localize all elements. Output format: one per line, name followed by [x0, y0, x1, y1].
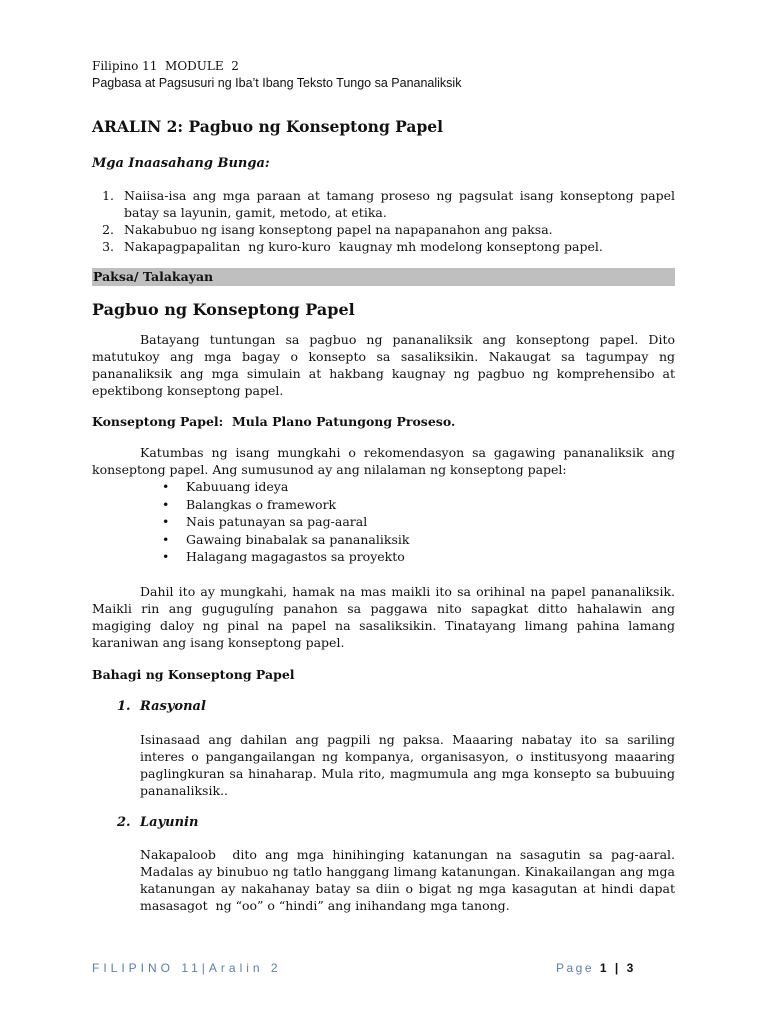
bullet-icon: • — [162, 549, 170, 564]
list-item: • Balangkas o framework — [162, 496, 337, 512]
part-number: 1. — [117, 698, 131, 714]
document-page — [92, 58, 679, 914]
part-heading — [92, 815, 675, 830]
module-subtitle: Pagbasa at Pagsusuri ng Iba’t Ibang Teksto Tungo sa Pananaliksik — [92, 76, 462, 90]
list-item: 3. Nakapagpapalitan ng kuro-kuro kaugnay mh modelong konseptong papel. — [118, 238, 675, 255]
list-item: • Nais patunayan sa pag-aaral — [162, 514, 368, 529]
plan-heading: Konseptong Papel: Mula Plano Patungong Proseso. — [92, 414, 456, 429]
bullet-icon: • — [162, 514, 170, 529]
list-item: • Kabuuang ideya — [162, 479, 289, 494]
footer-course-label: FILIPINO 11|Aralin 2 — [92, 961, 282, 975]
parts-heading: Bahagi ng Konseptong Papel — [92, 666, 295, 682]
plan-paragraph: Katumbas ng isang mungkahi o rekomendasyon sa gagawing pananaliksik ang konseptong papel. Ang sumusunod ay ang nilalaman ng konseptong papel: — [92, 445, 675, 477]
contents-list — [92, 478, 675, 566]
list-item: 1. Naiisa-isa ang mga paraan at tamang proseso ng pagsulat isang konseptong papel batay sa layunin, gamit, metodo, at etika. — [118, 187, 675, 221]
topic-bar: Paksa/ Talakayan — [92, 268, 675, 286]
part-paragraph: Nakapaloob dito ang mga hinihinging katanungan na sasagutin sa pag-aaral. Madalas ay binubuo ng tatlo hanggang limang katanungan. Kinakailangan ang mga katanungan ay nakahanay batay sa diin o bigat ng mga kasagutan at hindi dapat masasagot ng “oo” o “hindi” ang inihandang mga tanong. — [140, 846, 679, 913]
length-paragraph: Dahil ito ay mungkahi, hamak na mas maikli ito sa orihinal na papel pananaliksik. Maikli rin ang gugugulíng panahon sa paggawa nito sapagkat ditto hahalawin ang magiging daloy ng pinal na papel na sasaliksikin. Tinatayang limang pahina lamang karaniwan ang isang konseptong papel. — [92, 583, 675, 650]
part-number: 2. — [117, 814, 131, 830]
section-heading: Pagbuo ng Konseptong Papel — [92, 300, 355, 319]
list-item: • Gawaing binabalak sa pananaliksik — [162, 531, 410, 547]
part-title: Layunin — [140, 814, 199, 830]
outcomes-list — [92, 187, 675, 255]
bullet-icon: • — [162, 496, 170, 512]
bullet-icon: • — [162, 479, 170, 494]
list-item: 2. Nakabubuo ng isang konseptong papel na napapanahon ang paksa. — [118, 221, 675, 238]
intro-paragraph: Batayang tuntungan sa pagbuo ng pananaliksik ang konseptong papel. Dito matutukoy ang mga bagay o konsepto sa sasaliksikin. Nakaugat sa tagumpay ng pananaliksik ang mga simulain at hakbang kaugnay ng pagbuo ng komprehensibo at epektibong konseptong papel. — [92, 332, 675, 398]
part-heading — [92, 699, 675, 714]
part-paragraph: Isinasaad ang dahilan ang pagpili ng paksa. Maaaring nabatay ito sa sariling interes o pangangailangan ng kompanya, organisasyon, o institusyong maaaring paglingkuran sa hinaharap. Mula rito, magmumula ang mga konsepto sa bubuuing pananaliksik.. — [140, 731, 675, 798]
part-title: Rasyonal — [140, 698, 206, 714]
bullet-icon: • — [162, 531, 170, 547]
lesson-title: ARALIN 2: Pagbuo ng Konseptong Papel — [92, 117, 444, 136]
module-header: Filipino 11 MODULE 2 — [92, 59, 239, 73]
page-number: Page 1 | 3 — [556, 961, 636, 975]
list-item: • Halagang magagastos sa proyekto — [162, 549, 405, 564]
outcomes-heading: Mga Inaasahang Bunga: — [92, 156, 270, 171]
